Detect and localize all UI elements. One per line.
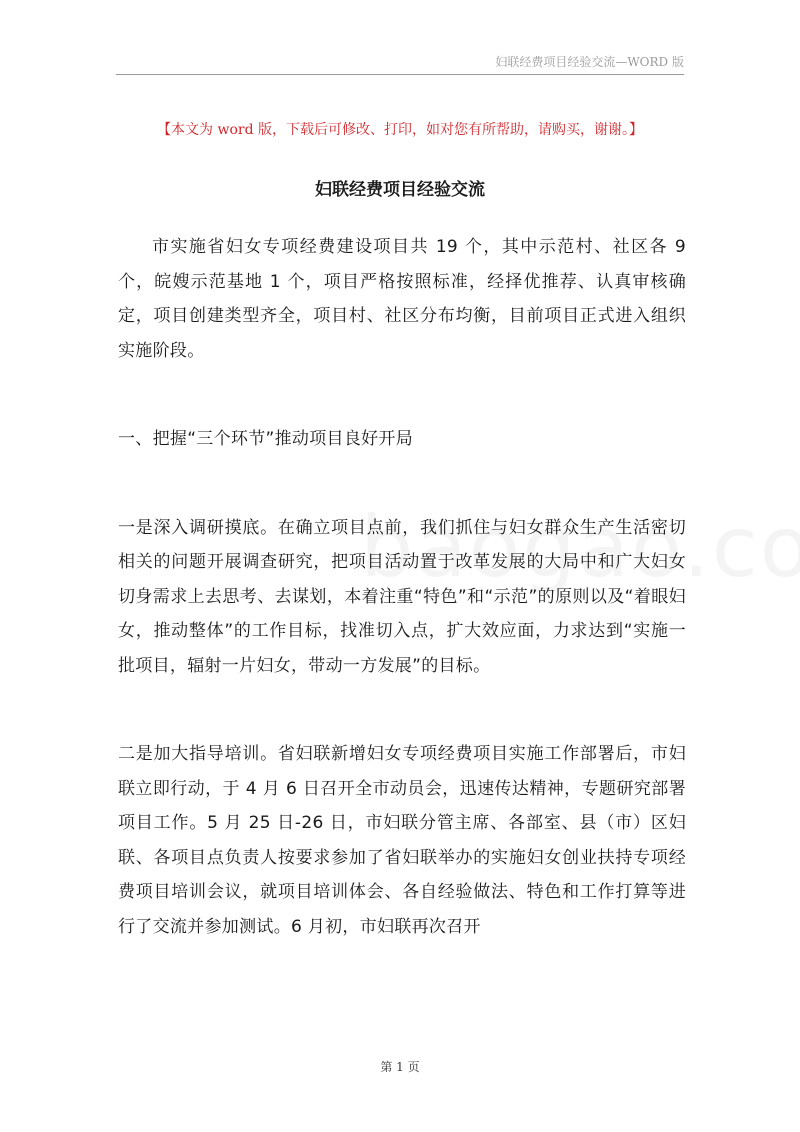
body-paragraph-research: 一是深入调研摸底。在确立项目点前，我们抓住与妇女群众生产生活密切相关的问题开展调查研究，把项目活动置于改革发展的大局中和广大妇女切身需求上去思考、去谋划，本着注重“特色”和“示范”的原则以及“着眼妇女，推动整体”的工作目标，找准切入点，扩大效应面，力求达到“实施一批项目，辐射一片妇女，带动一方发展”的目标。 <box>118 517 686 676</box>
running-header: 妇联经费项目经验交流—WORD 版 <box>495 55 684 69</box>
document-body <box>118 230 686 944</box>
purchase-notice: 【本文为 word 版，下载后可修改、打印，如对您有所帮助，请购买，谢谢。】 <box>157 122 643 138</box>
page-number: 第 1 页 <box>380 1060 420 1074</box>
body-paragraph-training: 二是加大指导培训。省妇联新增妇女专项经费项目实施工作部署后，市妇联立即行动，于 4 月 6 日召开全市动员会，迅速传达精神，专题研究部署项目工作。5 月 25 日-26 日，市妇联分管主席、各部室、县（市）区妇联、各项目点负责人按要求参加了省妇联举办的实施妇女创业扶持专项经费项目培训会议，就项目培训体会、各自经验做法、特色和工作打算等进行了交流并参加测试。6 月初，市妇联再次召开 <box>118 744 686 937</box>
intro-paragraph: 市实施省妇女专项经费建设项目共 19 个，其中示范村、社区各 9 个，皖嫂示范基地 1 个，项目严格按照标准，经择优推荐、认真审核确定，项目创建类型齐全，项目村、社区分布均衡，目前项目正式进入组织实施阶段。 <box>118 237 686 361</box>
section-heading: 一、把握“三个环节”推动项目良好开局 <box>118 429 414 449</box>
document-title: 妇联经费项目经验交流 <box>315 180 485 200</box>
header-divider <box>116 74 684 75</box>
